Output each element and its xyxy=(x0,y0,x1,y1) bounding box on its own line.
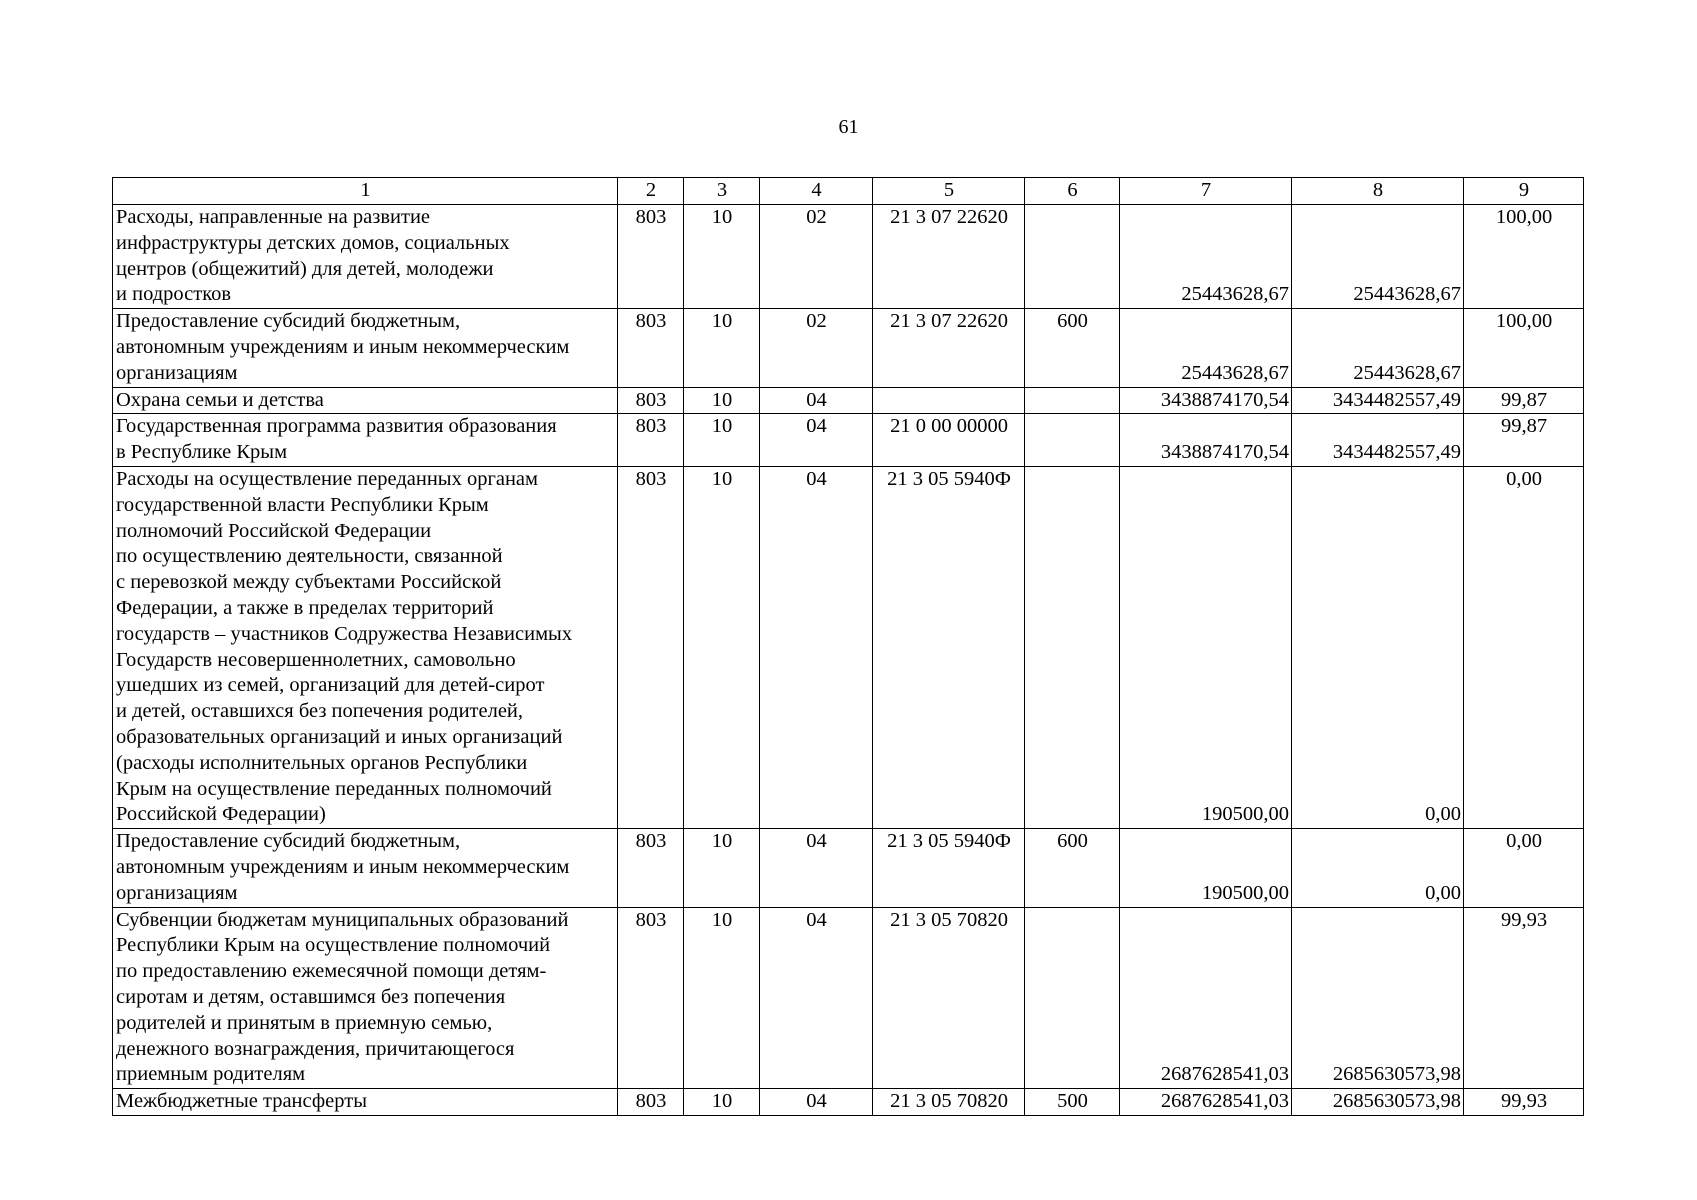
column-header: 2 xyxy=(618,178,684,205)
table-row xyxy=(113,1089,1584,1116)
executed-amount-cell: 0,00 xyxy=(1292,466,1464,828)
description-line: Предоставление субсидий бюджетным, xyxy=(116,310,461,333)
subsection-code-cell: 04 xyxy=(760,907,873,1089)
description-line: ушедших из семей, организаций для детей-сирот xyxy=(116,674,545,697)
description-line: Межбюджетные трансферты xyxy=(116,1090,367,1113)
executed-amount-cell: 25443628,67 xyxy=(1292,309,1464,387)
ministry-code-cell: 803 xyxy=(618,466,684,828)
description-line: автономным учреждениям и иным некоммерческим xyxy=(116,335,570,358)
description-line: Федерации, а также в пределах территорий xyxy=(116,596,494,619)
executed-amount-cell: 3434482557,49 xyxy=(1292,414,1464,467)
subsection-code-cell: 04 xyxy=(760,387,873,414)
expense-type-cell: 600 xyxy=(1025,309,1120,387)
section-code-cell: 10 xyxy=(684,907,760,1089)
page-number: 61 xyxy=(838,116,859,138)
execution-percent-cell: 0,00 xyxy=(1464,466,1584,828)
planned-amount-cell: 2687628541,03 xyxy=(1120,907,1292,1089)
description-line: Предоставление субсидий бюджетным, xyxy=(116,830,461,853)
target-article-cell: 21 3 05 5940Ф xyxy=(873,466,1025,828)
description-line: организациям xyxy=(116,881,238,904)
execution-percent-cell: 100,00 xyxy=(1464,309,1584,387)
planned-amount-cell: 25443628,67 xyxy=(1120,309,1292,387)
planned-amount-cell: 2687628541,03 xyxy=(1120,1089,1292,1116)
section-code-cell: 10 xyxy=(684,829,760,907)
column-header: 4 xyxy=(760,178,873,205)
ministry-code-cell: 803 xyxy=(618,309,684,387)
ministry-code-cell: 803 xyxy=(618,1089,684,1116)
section-code-cell: 10 xyxy=(684,466,760,828)
execution-percent-cell: 99,93 xyxy=(1464,1089,1584,1116)
execution-percent-cell: 99,93 xyxy=(1464,907,1584,1089)
expense-type-cell: 500 xyxy=(1025,1089,1120,1116)
target-article-cell: 21 3 05 70820 xyxy=(873,907,1025,1089)
table-row xyxy=(113,309,1584,387)
description-line: Республики Крым на осуществление полномочий xyxy=(116,934,551,957)
expense-type-cell xyxy=(1025,205,1120,309)
executed-amount-cell: 2685630573,98 xyxy=(1292,1089,1464,1116)
row-description xyxy=(113,907,618,1089)
description-line: Государственная программа развития образования xyxy=(116,415,557,438)
table-row xyxy=(113,466,1584,828)
column-header: 1 xyxy=(113,178,618,205)
description-line: Государств несовершеннолетних, самовольно xyxy=(116,648,516,671)
planned-amount-cell: 3438874170,54 xyxy=(1120,387,1292,414)
description-line: в Республике Крым xyxy=(116,441,288,464)
target-article-cell: 21 3 05 70820 xyxy=(873,1089,1025,1116)
section-code-cell: 10 xyxy=(684,387,760,414)
subsection-code-cell: 04 xyxy=(760,466,873,828)
description-line: Крым на осуществление переданных полномочий xyxy=(116,777,552,800)
row-description xyxy=(113,309,618,387)
target-article-cell: 21 3 07 22620 xyxy=(873,309,1025,387)
description-line: Расходы на осуществление переданных органам xyxy=(116,467,538,490)
row-description xyxy=(113,387,618,414)
expense-type-cell xyxy=(1025,387,1120,414)
subsection-code-cell: 04 xyxy=(760,829,873,907)
table-row xyxy=(113,414,1584,467)
description-line: по осуществлению деятельности, связанной xyxy=(116,545,503,568)
ministry-code-cell: 803 xyxy=(618,829,684,907)
section-code-cell: 10 xyxy=(684,414,760,467)
row-description xyxy=(113,466,618,828)
subsection-code-cell: 02 xyxy=(760,309,873,387)
target-article-cell: 21 3 05 5940Ф xyxy=(873,829,1025,907)
executed-amount-cell: 0,00 xyxy=(1292,829,1464,907)
table-row xyxy=(113,387,1584,414)
description-line: центров (общежитий) для детей, молодежи xyxy=(116,257,494,280)
description-line: полномочий Российской Федерации xyxy=(116,519,432,542)
table-row xyxy=(113,829,1584,907)
column-header: 7 xyxy=(1120,178,1292,205)
subsection-code-cell: 04 xyxy=(760,414,873,467)
expense-type-cell xyxy=(1025,907,1120,1089)
ministry-code-cell: 803 xyxy=(618,205,684,309)
row-description xyxy=(113,205,618,309)
planned-amount-cell: 3438874170,54 xyxy=(1120,414,1292,467)
row-description xyxy=(113,829,618,907)
executed-amount-cell: 2685630573,98 xyxy=(1292,907,1464,1089)
planned-amount-cell: 25443628,67 xyxy=(1120,205,1292,309)
description-line: Расходы, направленные на развитие xyxy=(116,206,431,228)
target-article-cell: 21 3 07 22620 xyxy=(873,205,1025,309)
table-row xyxy=(113,907,1584,1089)
ministry-code-cell: 803 xyxy=(618,414,684,467)
execution-percent-cell: 100,00 xyxy=(1464,205,1584,309)
description-line: Охрана семьи и детства xyxy=(116,388,324,411)
target-article-cell: 21 0 00 00000 xyxy=(873,414,1025,467)
description-line: с перевозкой между субъектами Российской xyxy=(116,571,502,594)
description-line: (расходы исполнительных органов Республики xyxy=(116,751,528,774)
row-description xyxy=(113,1089,618,1116)
description-line: сиротам и детям, оставшимся без попечения xyxy=(116,985,506,1008)
ministry-code-cell: 803 xyxy=(618,907,684,1089)
table-row xyxy=(113,205,1584,309)
column-header: 6 xyxy=(1025,178,1120,205)
subsection-code-cell: 02 xyxy=(760,205,873,309)
subsection-code-cell: 04 xyxy=(760,1089,873,1116)
description-line: государств – участников Содружества Независимых xyxy=(116,622,573,645)
description-line: образовательных организаций и иных организаций xyxy=(116,725,563,748)
description-line: автономным учреждениям и иным некоммерческим xyxy=(116,855,570,878)
description-line: родителей и принятым в приемную семью, xyxy=(116,1011,493,1034)
budget-table xyxy=(112,177,1584,1116)
description-line: и детей, оставшихся без попечения родителей, xyxy=(116,700,524,723)
ministry-code-cell: 803 xyxy=(618,387,684,414)
description-line: организациям xyxy=(116,361,238,384)
description-line: приемным родителям xyxy=(116,1063,306,1086)
description-line: Субвенции бюджетам муниципальных образований xyxy=(116,908,569,931)
column-header: 3 xyxy=(684,178,760,205)
section-code-cell: 10 xyxy=(684,205,760,309)
target-article-cell xyxy=(873,387,1025,414)
executed-amount-cell: 25443628,67 xyxy=(1292,205,1464,309)
description-line: по предоставлению ежемесячной помощи детям- xyxy=(116,960,547,983)
expense-type-cell xyxy=(1025,466,1120,828)
expense-type-cell xyxy=(1025,414,1120,467)
planned-amount-cell: 190500,00 xyxy=(1120,829,1292,907)
section-code-cell: 10 xyxy=(684,1089,760,1116)
column-header-row xyxy=(113,178,1584,205)
row-description xyxy=(113,414,618,467)
expense-type-cell: 600 xyxy=(1025,829,1120,907)
column-header: 9 xyxy=(1464,178,1584,205)
description-line: государственной власти Республики Крым xyxy=(116,493,489,516)
execution-percent-cell: 99,87 xyxy=(1464,414,1584,467)
execution-percent-cell: 0,00 xyxy=(1464,829,1584,907)
column-header: 8 xyxy=(1292,178,1464,205)
description-line: Российской Федерации) xyxy=(116,803,326,826)
description-line: денежного вознаграждения, причитающегося xyxy=(116,1037,515,1060)
planned-amount-cell: 190500,00 xyxy=(1120,466,1292,828)
execution-percent-cell: 99,87 xyxy=(1464,387,1584,414)
column-header: 5 xyxy=(873,178,1025,205)
description-line: инфраструктуры детских домов, социальных xyxy=(116,231,510,254)
section-code-cell: 10 xyxy=(684,309,760,387)
executed-amount-cell: 3434482557,49 xyxy=(1292,387,1464,414)
description-line: и подростков xyxy=(116,283,232,306)
